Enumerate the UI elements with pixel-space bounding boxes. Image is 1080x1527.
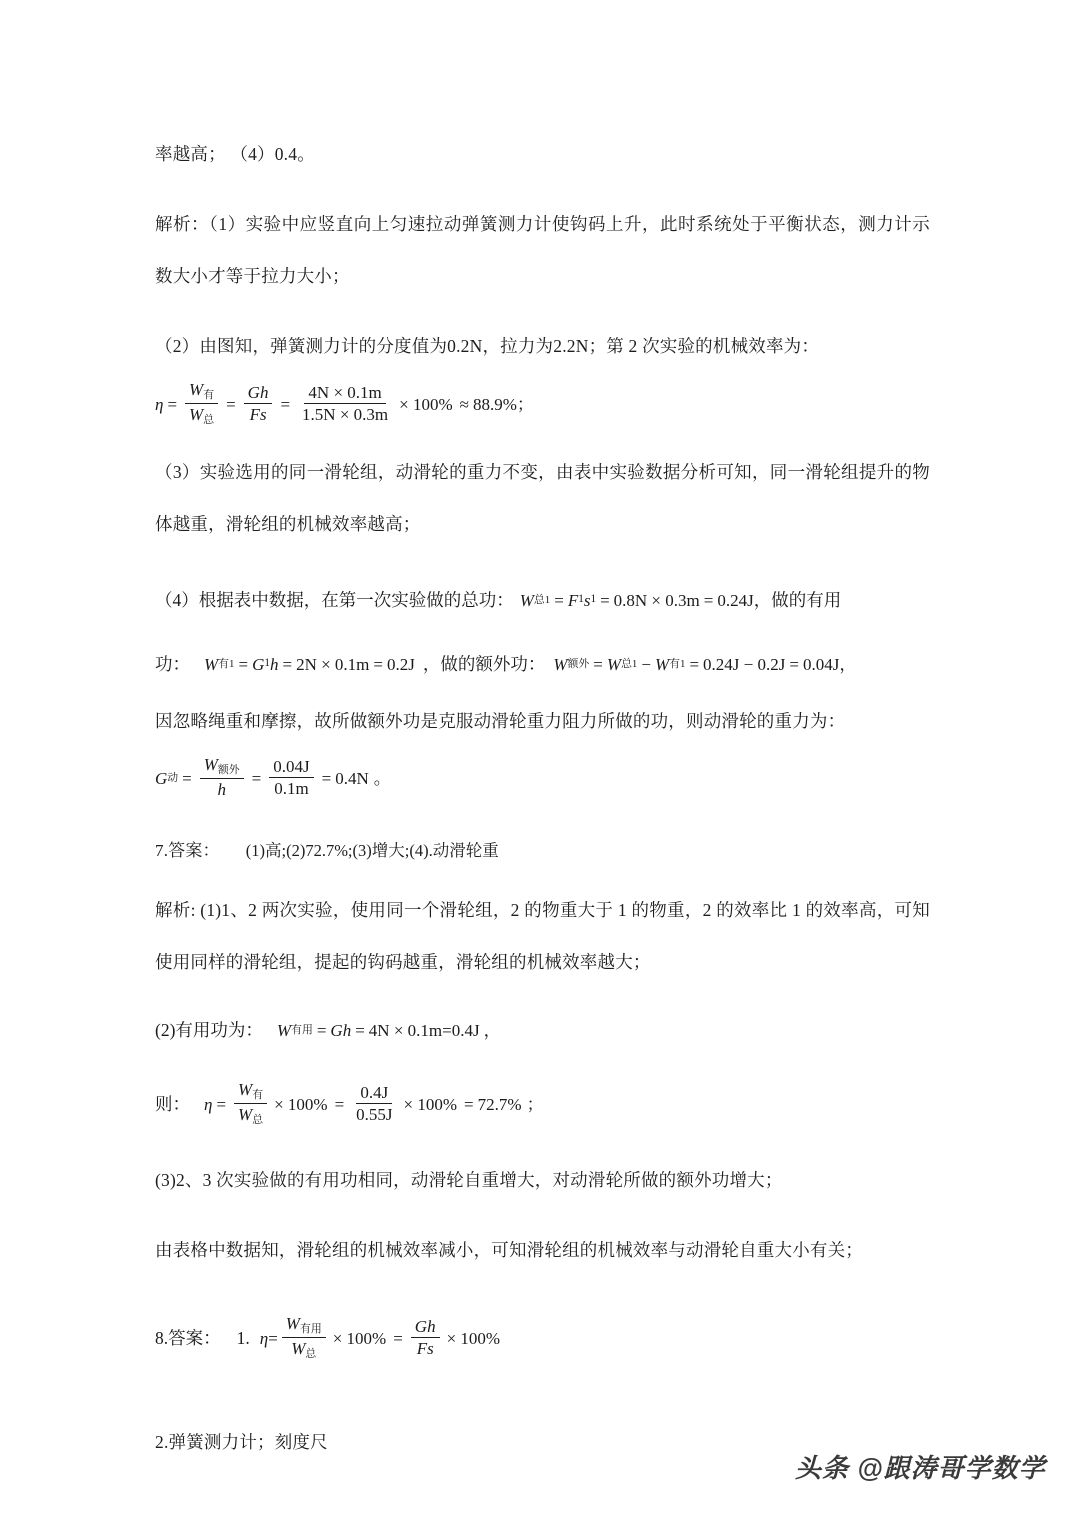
denominator-fs: Fs — [416, 1339, 434, 1358]
w-total-symbol: W — [606, 654, 622, 674]
numerator-symbol: W — [203, 755, 218, 775]
analysis-paragraph-1: 解析：（1）实验中应竖直向上匀速拉动弹簧测力计使钩码上升，此时系统处于平衡状态，测力计示数大小才等于拉力大小； — [155, 214, 930, 286]
equals-sign: = — [355, 1020, 365, 1040]
eta-symbol: η — [155, 394, 164, 414]
formula-eta-q7 — [204, 1081, 544, 1127]
times-100-percent: × 100% — [446, 1328, 501, 1348]
item4-line-2 — [155, 632, 930, 696]
spacer — [155, 1370, 930, 1416]
fraction-gh-over-fs — [244, 384, 273, 425]
formula-w-total-1 — [520, 592, 754, 609]
item4-line-3: 因忽略绳重和摩擦，故所做额外功是克服动滑轮重力阻力所做的功，则动滑轮的重力为： — [155, 711, 846, 731]
eta-symbol: η — [259, 1328, 269, 1348]
g-symbol: G — [155, 768, 168, 788]
item4-line2-mid: ，做的额外功： — [422, 654, 546, 674]
carryover-line: 率越高； （4）0.4。 — [155, 144, 315, 164]
numerator-symbol: W — [238, 1080, 253, 1100]
numerator-value: 0.04J — [269, 758, 313, 778]
question-8-item2: 2.弹簧测力计；刻度尺 — [155, 1432, 328, 1452]
w-symbol: W — [553, 654, 568, 674]
times-100-percent: × 100% — [403, 1094, 458, 1114]
denominator-symbol: W — [189, 405, 204, 424]
question-7-label: 7.答案： — [155, 841, 220, 860]
fraction-w-extra-over-h — [200, 756, 244, 799]
fraction-w-useful-over-w-total — [185, 381, 218, 427]
item4-line-1 — [155, 568, 930, 632]
fraction-w-useful-over-w-total — [234, 1081, 267, 1127]
w-total-subscript: 总1 — [621, 657, 638, 670]
f-symbol: F — [567, 590, 579, 610]
equals-sign: = — [464, 1094, 474, 1114]
numeric-expression: 4N × 0.1m=0.4J — [368, 1020, 480, 1040]
item3-paragraph: （3）实验选用的同一滑轮组，动滑轮的重力不变，由表中实验数据分析可知，同一滑轮组提升的物体越重，滑轮组的机械效率越高； — [155, 462, 930, 534]
w-symbol: W — [204, 654, 219, 674]
equals-sign: = — [226, 394, 236, 414]
eta-symbol: η — [204, 1094, 213, 1114]
efficiency-result: 72.7% — [477, 1094, 522, 1114]
spacer — [155, 988, 930, 998]
w-subscript: 有用 — [291, 1023, 313, 1036]
fraction-numeric — [298, 384, 392, 425]
times-100-percent: × 100% — [332, 1328, 387, 1348]
w-subscript: 额外 — [567, 657, 590, 670]
question-8-item1-prefix: 1. — [236, 1328, 250, 1348]
question-7-item2-line — [155, 998, 930, 1062]
g-symbol: G — [252, 654, 265, 674]
fraction-numeric — [352, 1084, 396, 1125]
q7-item2-lead: (2)有用功为： — [155, 1020, 263, 1040]
equals-sign: = — [373, 654, 383, 674]
question-7-analysis-1: 解析: (1)1、2 两次实验，使用同一个滑轮组，2 的物重大于 1 的物重，2 的效率比 1 的效率高，可知使用同样的滑轮组，提起的钩码越重，滑轮组的机械效率越大； — [155, 900, 930, 972]
item4-line2-lead: 功： — [155, 654, 190, 674]
result-value: 0.4N — [335, 768, 369, 788]
numerator-subscript: 有用 — [299, 1323, 322, 1336]
equals-sign: = — [334, 1094, 345, 1114]
trailing-punctuation: ； — [516, 394, 534, 414]
fraction-gh-over-fs — [411, 1318, 440, 1359]
formula-eta-q2 — [155, 372, 930, 436]
formula-w-useful-1 — [204, 656, 415, 673]
numerator-subscript: 额外 — [217, 764, 240, 777]
numerator-symbol: W — [285, 1314, 300, 1334]
denominator-h: h — [217, 780, 226, 800]
trailing-punctuation: ； — [526, 1094, 544, 1114]
w-useful-subscript: 有1 — [669, 657, 686, 670]
spacer — [155, 1062, 930, 1072]
w-symbol: W — [276, 1020, 292, 1040]
result-value: 0.24J — [717, 590, 754, 610]
numerator-gh: Gh — [411, 1318, 440, 1338]
denominator-subscript: 总 — [252, 1114, 264, 1127]
spacer — [155, 436, 930, 446]
equals-sign: = — [593, 654, 603, 674]
question-7-item3-line2: 由表格中数据知，滑轮组的机械效率减小，可知滑轮组的机械效率与动滑轮自重大小有关； — [155, 1240, 863, 1260]
denominator-symbol: W — [291, 1339, 306, 1358]
w-symbol: W — [519, 590, 534, 610]
equals-sign: = — [282, 654, 293, 674]
numeric-expression: 0.8N × 0.3m — [613, 590, 700, 610]
equals-sign: = — [251, 768, 262, 788]
fraction-w-useful-over-w-total — [282, 1315, 326, 1361]
denominator-subscript: 总 — [305, 1348, 317, 1361]
denominator-value: 0.1m — [274, 779, 309, 798]
item2-intro: （2）由图知，弹簧测力计的分度值为0.2N，拉力为2.2N；第 2 次实验的机械效率为： — [155, 336, 820, 356]
question-7-answer-text: (1)高;(2)72.7%;(3)增大;(4).动滑轮重 — [245, 841, 499, 860]
question-7-eta-line — [155, 1072, 930, 1136]
numerator-subscript: 有 — [252, 1089, 264, 1102]
s-symbol: s — [583, 590, 591, 610]
numerator-gh: Gh — [244, 384, 273, 404]
numerator-value: 0.4J — [356, 1084, 392, 1104]
w-subscript: 有1 — [218, 657, 235, 670]
numerator-subscript: 有 — [203, 389, 215, 402]
equals-sign: = — [703, 590, 714, 610]
question-8-label: 8.答案： — [155, 1328, 221, 1348]
equals-sign: = — [789, 654, 799, 674]
formula-w-useful-q7 — [277, 1022, 501, 1039]
document-content — [155, 128, 930, 1468]
spacer — [155, 180, 930, 198]
times-100-percent: × 100% — [399, 394, 453, 414]
item4-lead-text: （4）根据表中数据，在第一次实验做的总功： — [155, 590, 514, 610]
trailing-punctuation: ， — [483, 1020, 501, 1040]
numerator-symbol: W — [189, 380, 204, 400]
spacer — [155, 1276, 930, 1306]
question-8-answer-row — [155, 1306, 930, 1370]
equals-sign: = — [280, 394, 291, 414]
denominator-fs: Fs — [249, 405, 267, 424]
spacer — [155, 302, 930, 320]
equals-sign: = — [238, 654, 249, 674]
equals-sign: = — [167, 394, 178, 414]
minus-sign: − — [641, 654, 651, 674]
w-useful-symbol: W — [654, 654, 670, 674]
s-subscript: 1 — [590, 593, 597, 606]
denominator-value: 1.5N × 0.3m — [302, 405, 389, 424]
spacer — [155, 810, 930, 828]
efficiency-result: 88.9% — [472, 394, 517, 414]
denominator-subscript: 总 — [203, 414, 215, 427]
fraction-numeric — [269, 758, 313, 799]
h-symbol: h — [269, 654, 279, 674]
denominator-symbol: W — [238, 1105, 253, 1124]
q7-then-lead: 则： — [155, 1094, 190, 1114]
formula-w-extra — [553, 656, 856, 673]
trailing-punctuation: 。 — [373, 768, 391, 788]
equals-sign: = — [268, 1328, 278, 1348]
item4-mid-text: ，做的有用 — [753, 590, 842, 610]
formula-eta-q8 — [260, 1315, 503, 1361]
w-subscript: 总1 — [533, 593, 551, 606]
equals-sign: = — [182, 768, 192, 788]
formula-g-moving-pulley — [155, 746, 930, 810]
g-subscript: 动 — [167, 771, 179, 784]
equals-sign: = — [316, 1020, 327, 1040]
spacer — [155, 1206, 930, 1224]
numeric-expression: 0.24J − 0.2J — [703, 654, 786, 674]
result-value: 0.04J — [802, 654, 840, 674]
denominator-value: 0.55J — [356, 1105, 393, 1124]
approx-sign: ≈ — [459, 394, 469, 414]
equals-sign: = — [554, 590, 564, 610]
watermark-text: 头条 @跟涛哥学数学 — [795, 1453, 1046, 1483]
result-value: 0.2J — [387, 654, 415, 674]
gh-symbol: Gh — [330, 1020, 352, 1040]
equals-sign: = — [393, 1328, 403, 1348]
spacer — [155, 874, 930, 884]
trailing-punctuation: ， — [839, 654, 857, 674]
numeric-expression: 2N × 0.1m — [296, 654, 370, 674]
spacer — [155, 550, 930, 568]
equals-sign: = — [600, 590, 610, 610]
equals-sign: = — [216, 1094, 227, 1114]
g-subscript: 1 — [264, 657, 270, 670]
question-7-item3-line1: (3)2、3 次实验做的有用功相同，动滑轮自重增大，对动滑轮所做的额外功增大； — [155, 1170, 783, 1190]
spacer — [155, 1136, 930, 1154]
numerator-value: 4N × 0.1m — [304, 384, 385, 404]
equals-sign: = — [321, 768, 332, 788]
f-subscript: 1 — [578, 593, 584, 606]
times-100-percent: × 100% — [274, 1094, 328, 1114]
equals-sign: = — [689, 654, 700, 674]
question-7-answer-row — [155, 828, 930, 874]
